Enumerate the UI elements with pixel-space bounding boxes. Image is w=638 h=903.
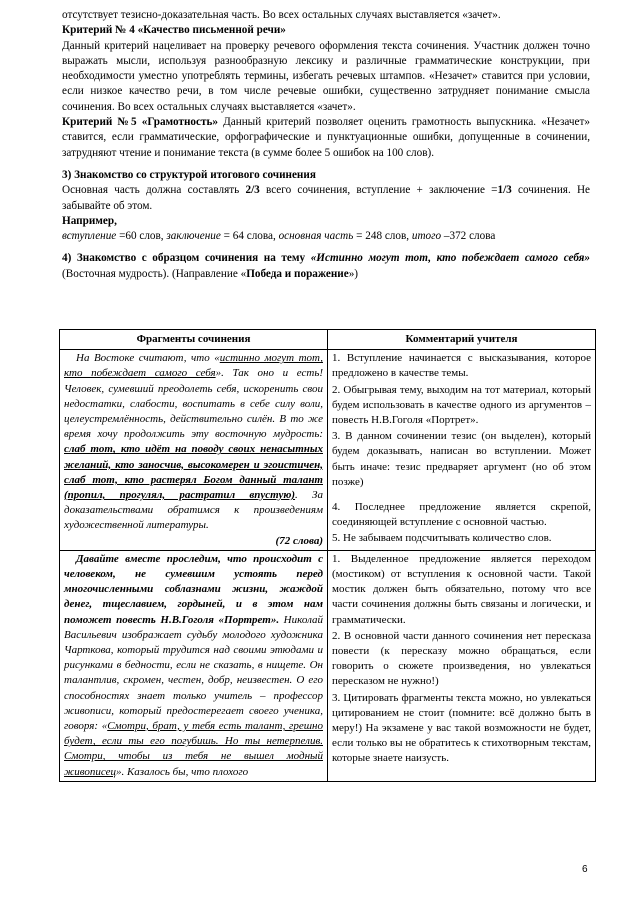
quote-underlined: Смотри, брат, у тебя есть талант, грешно будет, если ты его погубишь. Но ты нетерпелив. Смотри, чтобы из тебя не вышел модный живописец [64, 720, 323, 778]
list-item: 5. Не забываем подсчитывать количество слов. [332, 532, 552, 545]
fraction-rest: 1/3 [497, 184, 512, 197]
section-4-title: 4) Знакомство с образцом сочинения на тему «Истинно могут тот, кто побеждает самого себя» (Восточная мудрость). (Направление «Победа и поражение») [62, 252, 591, 280]
list-item: 3. Цитировать фрагменты текста можно, но увлекаться цитированием не стоит (помните: всё должно быть в меру!) На экзамене у вас такой возможности не будет, если только вы не обратитесь к стихотворным текстам, которые знаете наизусть. [332, 691, 591, 765]
essay-fragment-main: Давайте вместе проследим, что происходит с человеком, не сумевшим устоять перед многочисленными соблазнами жизни, жаждой денег, тщеславием, гордыней, и в этом нам поможет повесть Н.В.Гоголя «Портрет». Николай Васильевич изображает судьбу молодого художника Чарткова, который трудится над своими этюдами и рисунками в бедности, если не сказать, в нищете. Он талантлив, скромен, честен, добр, неизвестен. О его способностях знает только учитель – профессор живописи, который предостерегает своего ученика, говоря: «Смотри, брат, у тебя есть талант, грешно будет, если ты его погубишь. Но ты нетерпелив. Смотри, чтобы из тебя не вышел модный живописец». Казалось бы, что плохого [60, 550, 328, 781]
essay-fragment-intro: На Востоке считают, что «истинно могут тот, кто побеждает самого себя». Так оно и есть! Человек, сумевший преодолеть себя, искоренить свои недостатки, слабости, воспитать в себе силу воли, целеустремлённость, действительно силён. В то же время хочу продолжить эту восточную мудрость: слаб тот, кто идёт на поводу своих ненасытных желаний, кто заносчив, высокомерен и эгоистичен, слаб тот, кто растерял Богом данный талант (пропил, прогулял, растратил впустую). За доказательствами обратимся к произведениям художественной литературы. (72 слова) [60, 350, 328, 551]
table-header-row [60, 330, 596, 350]
list-item: 1. Выделенное предложение является переходом (мостиком) от вступления к основной части. Такой мостик должен быть обязательно, потому что все части сочинения должны быть связаны и логически, и грамматически. [332, 552, 591, 626]
intro-line: отсутствует тезисно-доказательная часть. Во всех остальных случаях выставляется «зачет». [62, 9, 501, 21]
criterion-5-paragraph [62, 115, 590, 161]
teacher-comment-intro [328, 350, 596, 551]
essay-table [59, 329, 596, 782]
table-row [60, 550, 596, 781]
list-item: 4. Последнее предложение является скрепой, соединяющей вступление с основной частью. [332, 501, 591, 529]
example-counts: вступление =60 слов, заключение = 64 слова, основная часть = 248 слов, итого –372 слова [62, 230, 496, 243]
criterion-5-title: Критерий №5 «Грамотность» [62, 116, 218, 129]
list-item: 3. В данном сочинении тезис (он выделен), который будем доказывать, написан во вступлении. Может быть иначе: тезис предваряет аргумент (но об этом позже) [332, 430, 591, 488]
example-label: Например, [62, 214, 117, 227]
criterion-4-text: Данный критерий нацеливает на проверку речевого оформления текста сочинения. Участник должен точно выражать мысли, используя разнообразную лексику и различные грамматические конструкции, при необходимости уместно употреблять термины, избегать речевых штампов. «Незачет» ставится при условии, если низкое качество речи, в том числе речевые ошибки, существенно затрудняет понимание смысла сочинения. Во всех остальных случаях выставляется «зачет». [62, 39, 590, 113]
page-content [62, 8, 590, 282]
table-row [60, 350, 596, 551]
criterion-4-title: Критерий № 4 «Качество письменной речи» [62, 24, 286, 37]
word-count: (72 слова) [275, 534, 323, 547]
section-3-text: Основная часть должна составлять 2/3 всего сочинения, вступление + заключение =1/3 сочинения. Не забывайте об этом. [62, 184, 591, 212]
fraction-main: 2/3 [245, 184, 260, 197]
teacher-comment-main [328, 550, 596, 781]
criterion-5-text: Данный критерий позволяет оценить грамотность выпускника. «Незачет» ставится, если грамматические, орфографические и пунктуационные ошибки, допущенные в сочинении, затрудняют чтение и понимание текста (в сумме более 5 ошибок на 100 слов). [62, 116, 591, 159]
list-item: 1. Вступление начинается с высказывания, которое предложено в качестве темы. [332, 352, 591, 380]
list-item: 2. Обыгрывая тему, выходим на тот материал, который будем использовать в качестве одного из аргументов – повесть Н.В.Гоголя «Портрет». [332, 383, 591, 427]
section-3-title: 3) Знакомство со структурой итогового сочинения [62, 168, 316, 181]
page-number: 6 [582, 864, 588, 875]
thesis-highlight: слаб тот, кто идёт на поводу своих ненасытных желаний, кто заносчив, высокомерен и эгоистичен, слаб тот, кто растерял Богом данный талант (пропил, прогулял, растратил впустую) [64, 443, 323, 502]
bridge-sentence: Давайте вместе проследим, что происходит с человеком, не сумевшим устоять перед многочисленными соблазнами жизни, жаждой денег, тщеславием, гордыней, и в этом нам поможет повесть Н.В.Гоголя «Портрет». [64, 552, 323, 626]
column-header-comments: Комментарий учителя [328, 330, 596, 350]
column-header-fragments: Фрагменты сочинения [60, 330, 328, 350]
list-item: 2. В основной части данного сочинения нет пересказа повести (к пересказу можно обращаться, если говорить о сюжете произведения, но увлекаться пересказом не нужно!) [332, 629, 591, 688]
